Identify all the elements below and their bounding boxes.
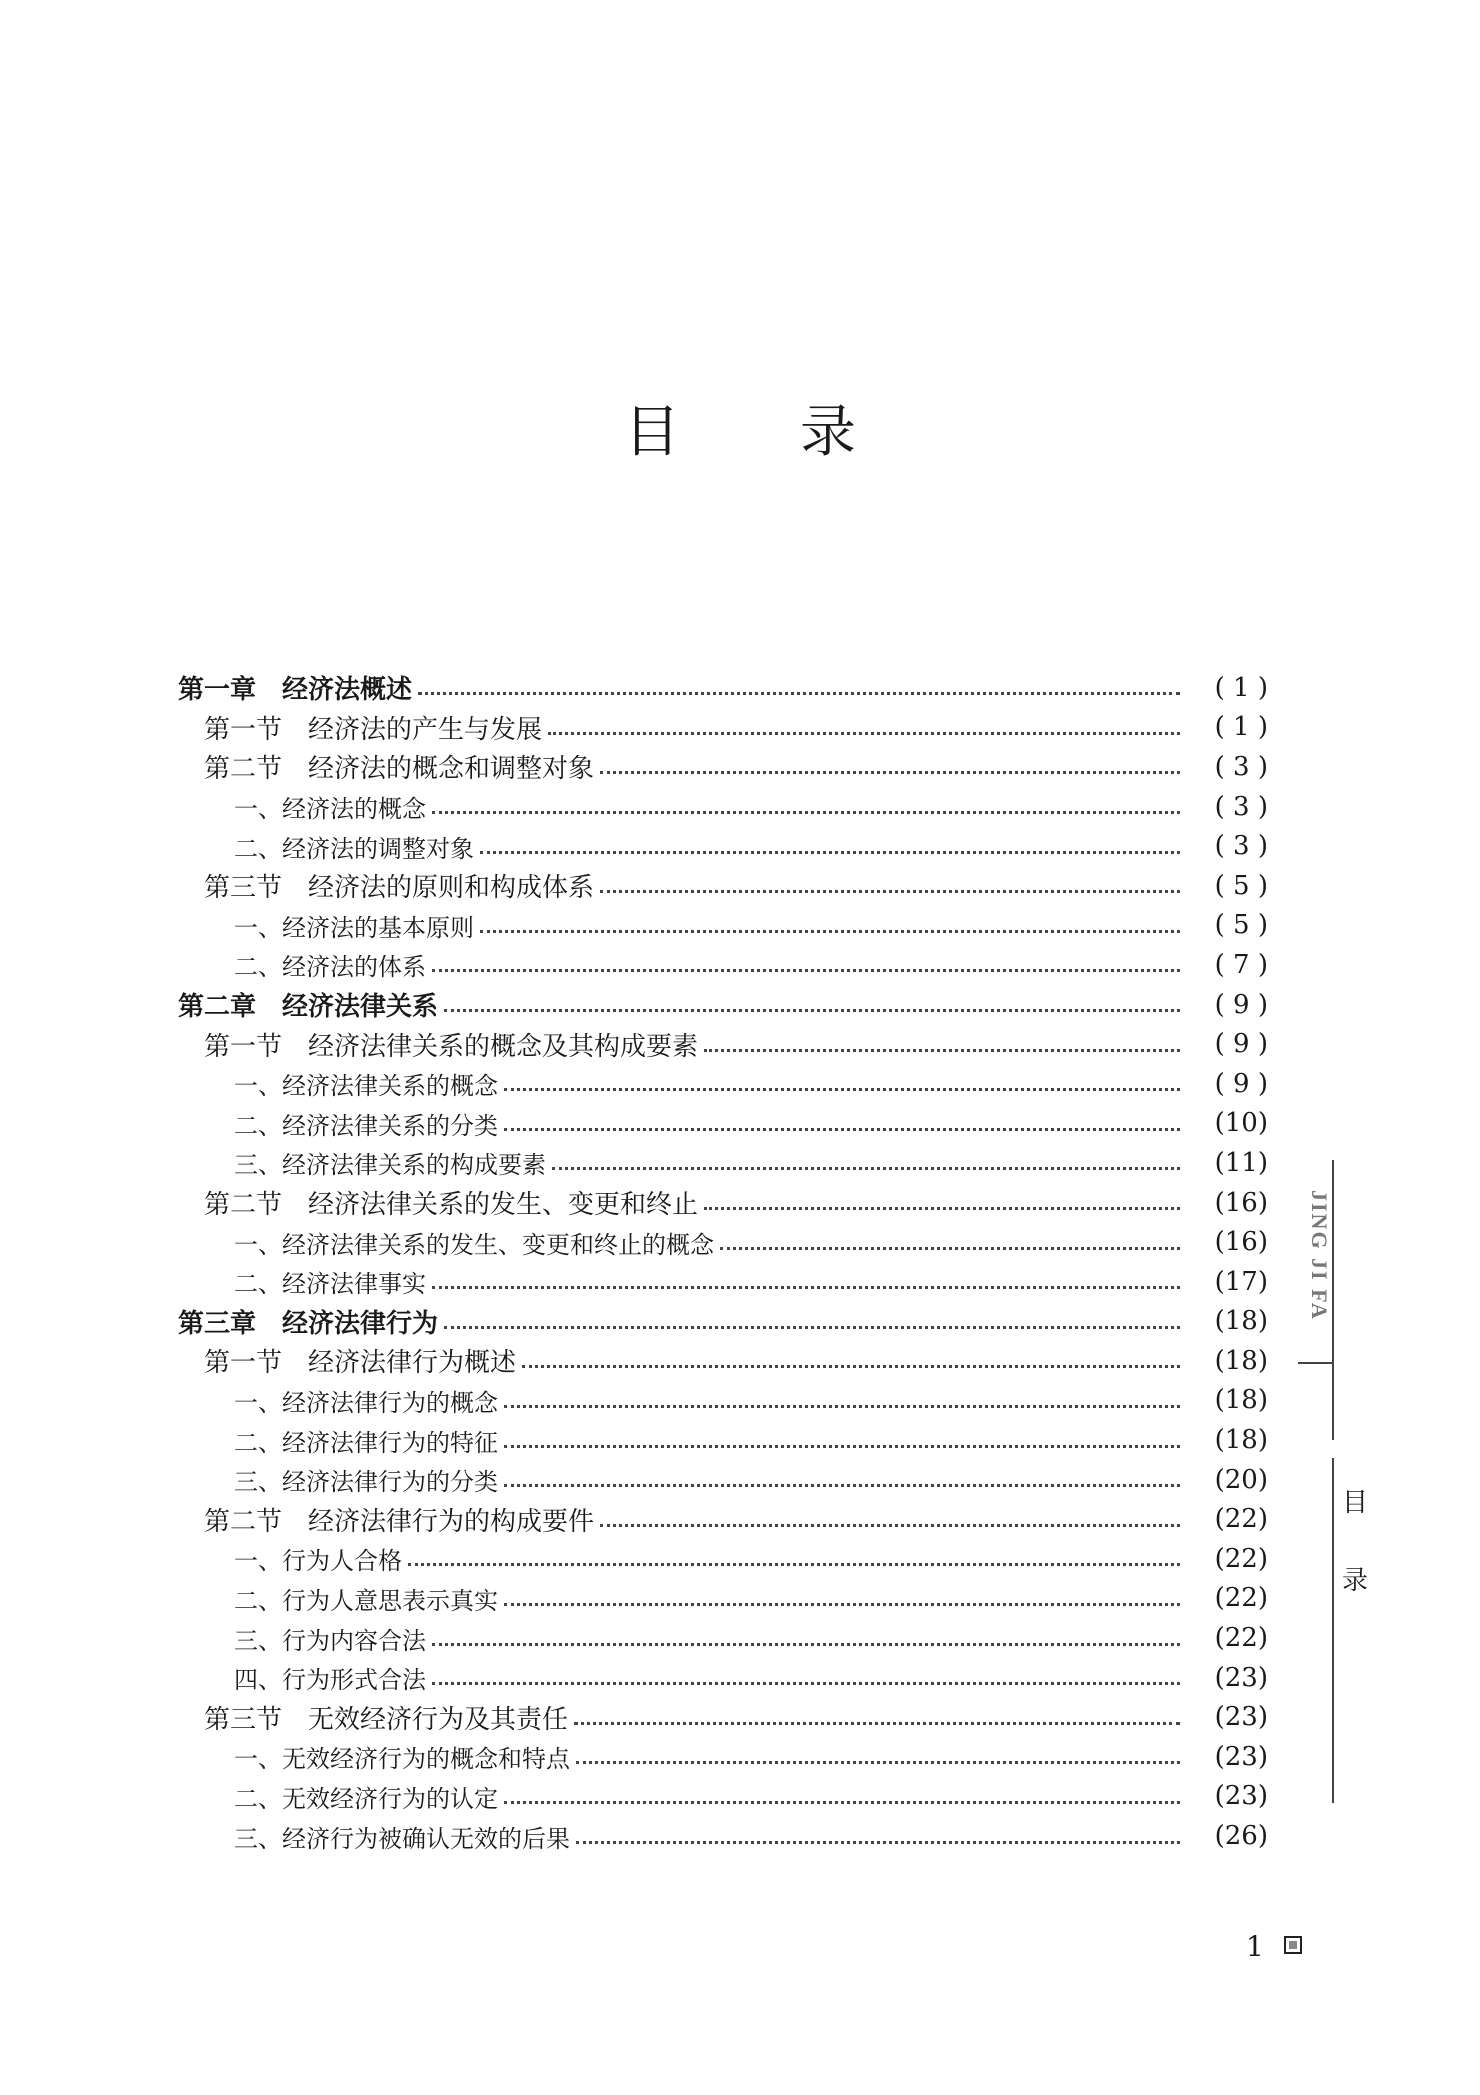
- toc-entry[interactable]: [178, 1104, 1268, 1144]
- side-section-label: [1342, 1490, 1368, 1594]
- side-divider-bottom: [1332, 1458, 1334, 1803]
- toc-entry-page: (18): [1214, 1385, 1268, 1416]
- toc-entry-label: 第二节 经济法的概念和调整对象: [204, 754, 595, 785]
- toc-entry-label: 第三章 经济法律行为: [178, 1308, 439, 1339]
- toc-entry-page: ( 3 ): [1214, 791, 1268, 822]
- side-section-char-1: 目: [1342, 1488, 1369, 1518]
- toc-entry-page: (23): [1214, 1741, 1268, 1772]
- toc-entry-label: 二、经济法律事实: [234, 1270, 426, 1299]
- toc-entry-page: (22): [1214, 1583, 1268, 1614]
- side-book-title: JING JI FA: [1307, 1190, 1332, 1321]
- toc-entry-label: 三、经济法律关系的构成要素: [234, 1151, 546, 1180]
- toc-leader-dots: [576, 1841, 1180, 1844]
- toc-leader-dots: [504, 1603, 1180, 1606]
- page-marker-icon: [1284, 1936, 1302, 1954]
- toc-leader-dots: [600, 890, 1180, 893]
- toc-entry[interactable]: [178, 1579, 1268, 1619]
- toc-entry-label: 四、行为形式合法: [234, 1666, 426, 1695]
- toc-entry-page: (11): [1214, 1147, 1268, 1178]
- toc-entry-label: 第三节 无效经济行为及其责任: [204, 1704, 569, 1735]
- toc-leader-dots: [480, 930, 1180, 933]
- toc-leader-dots: [432, 969, 1180, 972]
- toc-leader-dots: [504, 1801, 1180, 1804]
- toc-entry[interactable]: [178, 1341, 1268, 1381]
- toc-leader-dots: [522, 1365, 1180, 1368]
- toc-entry[interactable]: [178, 1024, 1268, 1064]
- toc-leader-dots: [720, 1247, 1180, 1250]
- toc-entry[interactable]: [178, 1777, 1268, 1817]
- toc-entry-page: ( 9 ): [1214, 989, 1268, 1020]
- toc-leader-dots: [432, 1286, 1180, 1289]
- toc-leader-dots: [704, 1207, 1180, 1210]
- toc-entry-label: 一、经济法律行为的概念: [234, 1388, 498, 1417]
- toc-entry-label: 第二节 经济法律关系的发生、变更和终止: [204, 1190, 699, 1221]
- toc-entry[interactable]: [178, 826, 1268, 866]
- toc-entry[interactable]: [178, 1183, 1268, 1223]
- toc-leader-dots: [704, 1049, 1180, 1052]
- title-char-1: 目: [624, 400, 680, 465]
- toc-entry-page: (20): [1214, 1464, 1268, 1495]
- title-char-2: 录: [800, 400, 856, 465]
- toc-leader-dots: [576, 1761, 1180, 1764]
- toc-leader-dots: [504, 1445, 1180, 1448]
- toc-entry-label: 二、无效经济行为的认定: [234, 1784, 498, 1813]
- toc-entry-page: ( 7 ): [1214, 949, 1268, 980]
- toc-entry-label: 二、经济法律行为的特征: [234, 1428, 498, 1457]
- toc-entry-label: 二、行为人意思表示真实: [234, 1586, 498, 1615]
- toc-entry-page: (23): [1214, 1781, 1268, 1812]
- toc-entry-label: 二、经济法的体系: [234, 953, 426, 982]
- toc-leader-dots: [480, 851, 1180, 854]
- toc-entry-page: (22): [1214, 1623, 1268, 1654]
- toc-entry-label: 二、经济法的调整对象: [234, 834, 474, 863]
- toc-entry-page: ( 9 ): [1214, 1068, 1268, 1099]
- toc-entry-label: 一、行为人合格: [234, 1547, 402, 1576]
- toc-entry-label: 第一节 经济法的产生与发展: [204, 714, 543, 745]
- toc-entry[interactable]: [178, 1460, 1268, 1500]
- page-number: 1: [1246, 1930, 1264, 1963]
- toc-entry-label: 一、经济法的基本原则: [234, 913, 474, 942]
- toc-entry-page: (22): [1214, 1504, 1268, 1535]
- toc-entry[interactable]: [178, 1618, 1268, 1658]
- toc-entry[interactable]: [178, 1816, 1268, 1856]
- toc-leader-dots: [504, 1484, 1180, 1487]
- toc-entry[interactable]: [178, 1381, 1268, 1421]
- page-title: [0, 400, 1480, 465]
- toc-entry[interactable]: [178, 1658, 1268, 1698]
- toc-entry-label: 第三节 经济法的原则和构成体系: [204, 873, 595, 904]
- toc-leader-dots: [504, 1088, 1180, 1091]
- toc-entry[interactable]: [178, 1222, 1268, 1262]
- toc-entry-page: ( 1 ): [1214, 672, 1268, 703]
- toc-entry-label: 第二章 经济法律关系: [178, 992, 439, 1023]
- toc-entry-page: (18): [1214, 1306, 1268, 1337]
- toc-entry-page: (22): [1214, 1543, 1268, 1574]
- toc-entry[interactable]: [178, 866, 1268, 906]
- toc-leader-dots: [504, 1128, 1180, 1131]
- toc-entry[interactable]: [178, 1539, 1268, 1579]
- toc-leader-dots: [504, 1405, 1180, 1408]
- toc-entry[interactable]: [178, 787, 1268, 827]
- toc-entry-page: (23): [1214, 1662, 1268, 1693]
- side-section-char-2: 录: [1342, 1566, 1369, 1596]
- toc-entry-label: 二、经济法律关系的分类: [234, 1111, 498, 1140]
- toc-entry[interactable]: [178, 906, 1268, 946]
- toc-leader-dots: [600, 771, 1180, 774]
- toc-entry-label: 三、经济行为被确认无效的后果: [234, 1824, 570, 1853]
- toc-entry[interactable]: [178, 668, 1268, 708]
- toc-leader-dots: [548, 732, 1180, 735]
- toc-entry-page: (16): [1214, 1227, 1268, 1258]
- toc-entry[interactable]: [178, 1302, 1268, 1342]
- toc-entry[interactable]: [178, 708, 1268, 748]
- toc-entry-page: (10): [1214, 1108, 1268, 1139]
- toc-leader-dots: [574, 1722, 1180, 1725]
- toc-entry-label: 一、经济法的概念: [234, 795, 426, 824]
- toc-entry-label: 一、经济法律关系的发生、变更和终止的概念: [234, 1230, 714, 1259]
- side-divider-tick: [1298, 1362, 1334, 1364]
- toc-leader-dots: [552, 1167, 1180, 1170]
- table-of-contents: [178, 668, 1268, 1856]
- toc-entry-page: (17): [1214, 1266, 1268, 1297]
- toc-entry-page: (16): [1214, 1187, 1268, 1218]
- toc-entry[interactable]: [178, 945, 1268, 985]
- toc-entry[interactable]: [178, 1697, 1268, 1737]
- toc-entry-page: ( 9 ): [1214, 1029, 1268, 1060]
- toc-leader-dots: [408, 1563, 1180, 1566]
- toc-leader-dots: [444, 1326, 1180, 1329]
- toc-entry-page: ( 1 ): [1214, 712, 1268, 743]
- toc-entry[interactable]: [178, 1064, 1268, 1104]
- toc-entry-label: 三、经济法律行为的分类: [234, 1468, 498, 1497]
- toc-entry-page: (26): [1214, 1821, 1268, 1852]
- toc-entry[interactable]: [178, 1499, 1268, 1539]
- toc-entry[interactable]: [178, 1143, 1268, 1183]
- toc-leader-dots: [600, 1524, 1180, 1527]
- toc-leader-dots: [432, 811, 1180, 814]
- toc-entry-label: 第一章 经济法概述: [178, 675, 413, 706]
- toc-entry-label: 第一节 经济法律关系的概念及其构成要素: [204, 1031, 699, 1062]
- toc-entry-label: 第一节 经济法律行为概述: [204, 1348, 517, 1379]
- toc-leader-dots: [444, 1009, 1180, 1012]
- toc-entry-label: 三、行为内容合法: [234, 1626, 426, 1655]
- side-divider-top: [1332, 1160, 1334, 1440]
- toc-entry-page: ( 5 ): [1214, 870, 1268, 901]
- toc-entry-label: 一、经济法律关系的概念: [234, 1072, 498, 1101]
- toc-entry-page: (18): [1214, 1425, 1268, 1456]
- toc-entry[interactable]: [178, 985, 1268, 1025]
- toc-entry-page: ( 3 ): [1214, 751, 1268, 782]
- toc-entry-label: 第二节 经济法律行为的构成要件: [204, 1506, 595, 1537]
- toc-entry[interactable]: [178, 1262, 1268, 1302]
- toc-entry-page: ( 5 ): [1214, 910, 1268, 941]
- toc-entry-page: ( 3 ): [1214, 831, 1268, 862]
- toc-entry[interactable]: [178, 747, 1268, 787]
- toc-entry-page: (23): [1214, 1702, 1268, 1733]
- toc-leader-dots: [432, 1643, 1180, 1646]
- toc-entry-page: (18): [1214, 1345, 1268, 1376]
- toc-entry-label: 一、无效经济行为的概念和特点: [234, 1745, 570, 1774]
- toc-entry[interactable]: [178, 1737, 1268, 1777]
- toc-entry[interactable]: [178, 1420, 1268, 1460]
- toc-leader-dots: [418, 692, 1180, 695]
- toc-leader-dots: [432, 1682, 1180, 1685]
